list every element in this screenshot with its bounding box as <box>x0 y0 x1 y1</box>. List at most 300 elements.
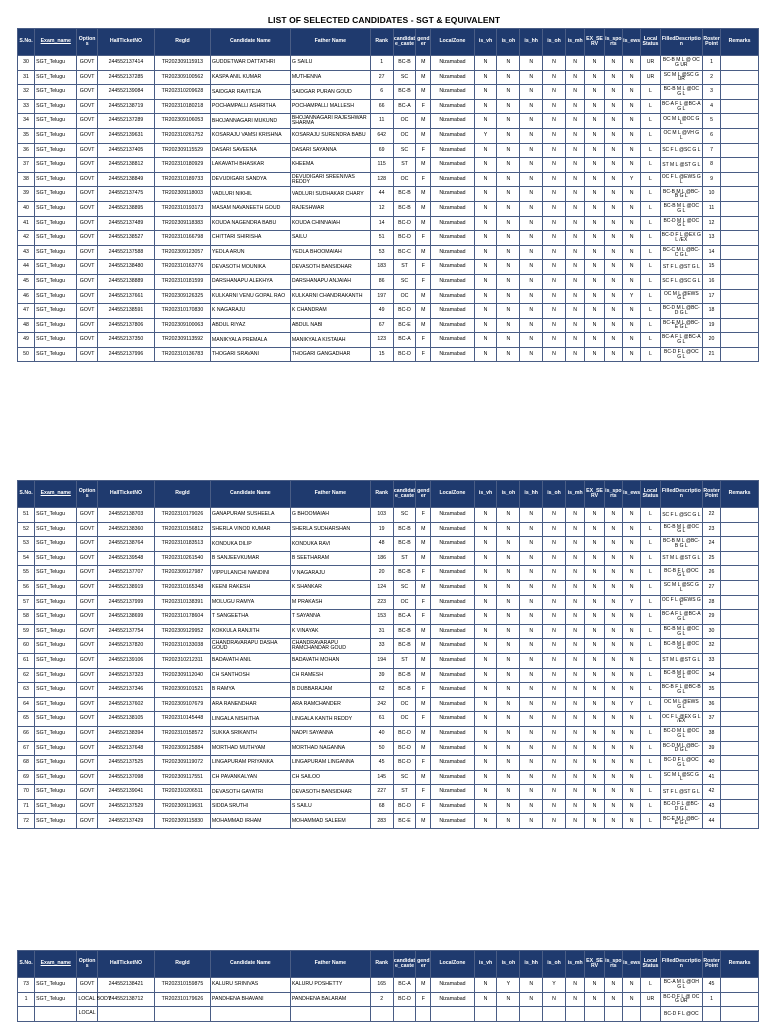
cell-remarks <box>721 201 759 216</box>
cell-father-name: M PRAKASH <box>290 595 370 610</box>
table-row <box>18 99 759 114</box>
cell-candidate-caste: BC-B <box>393 566 416 581</box>
cell-ex-serv: N <box>585 756 604 771</box>
cell-filled-description: SC M L @SC G UR <box>660 70 702 85</box>
cell-ex-serv: N <box>585 85 604 100</box>
cell-is-oh2: N <box>543 566 566 581</box>
cell-candidate-caste: SC <box>393 70 416 85</box>
cell-is-oh2: N <box>543 85 566 100</box>
cell-father-name: K VINAYAK <box>290 624 370 639</box>
cell-sno: 36 <box>18 143 35 158</box>
table-row <box>18 158 759 173</box>
table-row <box>18 128 759 143</box>
cell-local-status: L <box>641 201 660 216</box>
cell-local-status <box>641 1007 660 1022</box>
cell-options: GOVT <box>77 814 98 829</box>
cell-gender: M <box>416 741 431 756</box>
cell-is-ews: N <box>623 508 641 523</box>
cell-local-zone: Nizamabad <box>431 172 474 187</box>
cell-candidate-caste: BC-D <box>393 216 416 231</box>
cell-gender: M <box>416 668 431 683</box>
cell-remarks <box>721 114 759 129</box>
cell-rank: 49 <box>370 304 393 319</box>
cell-is-oh: N <box>497 712 520 727</box>
cell-is-sports: N <box>604 668 622 683</box>
cell-is-hh: N <box>520 799 543 814</box>
cell-filled-description: BC-B M L @ OC G UR <box>660 56 702 71</box>
cell-is-sports: N <box>604 158 622 173</box>
cell-hallticket: 244552137602 <box>97 697 154 712</box>
cell-exam-name: SGT_Telugu <box>35 187 77 202</box>
cell-remarks <box>721 143 759 158</box>
cell-exam-name: SGT_Telugu <box>35 245 77 260</box>
cell-sno: 35 <box>18 128 35 143</box>
cell-local-status: L <box>641 978 660 993</box>
cell-father-name: B SEETHARAM <box>290 551 370 566</box>
cell-candidate-caste: BC-D <box>393 726 416 741</box>
cell-is-vh: N <box>474 201 497 216</box>
cell-is-ews: N <box>623 668 641 683</box>
cell-father-name: PANDHENA BALARAM <box>290 992 370 1007</box>
cell-rank: 51 <box>370 231 393 246</box>
cell-is-mh: N <box>565 624 584 639</box>
cell-sno: 41 <box>18 216 35 231</box>
cell-hallticket: 244552138527 <box>97 231 154 246</box>
cell-is-vh: N <box>474 318 497 333</box>
cell-options: GOVT <box>77 770 98 785</box>
cell-ex-serv: N <box>585 978 604 993</box>
column-header-rank <box>370 481 393 508</box>
cell-filled-description: BC-B M L @OC G L <box>660 85 702 100</box>
cell-is-vh: N <box>474 595 497 610</box>
cell-local-zone: Nizamabad <box>431 85 474 100</box>
cell-candidate-name: KEENI RAKESH <box>210 580 290 595</box>
cell-is-vh: N <box>474 799 497 814</box>
cell-filled-description: BC-A F L @BC-A G L <box>660 99 702 114</box>
cell-filled-description: BC-D F L @OC G L <box>660 756 702 771</box>
cell-is-oh: N <box>497 289 520 304</box>
cell-gender: F <box>416 566 431 581</box>
column-header-label: HallTicketNO <box>109 490 143 497</box>
column-header-filled-description <box>660 951 702 978</box>
cell-ex-serv: N <box>585 785 604 800</box>
cell-rank: 145 <box>370 770 393 785</box>
cell-is-vh: N <box>474 231 497 246</box>
cell-hallticket: 244552137289 <box>97 114 154 129</box>
cell-is-ews: N <box>623 785 641 800</box>
cell-regid <box>154 1007 210 1022</box>
cell-regid: TR202310179026 <box>154 508 210 523</box>
cell-is-oh2: N <box>543 318 566 333</box>
cell-sno: 70 <box>18 785 35 800</box>
cell-filled-description: BC-B F L @OC G L <box>660 566 702 581</box>
cell-options: GOVT <box>77 128 98 143</box>
cell-is-mh: N <box>565 653 584 668</box>
cell-is-sports: N <box>604 537 622 552</box>
cell-is-oh: N <box>497 610 520 625</box>
cell-candidate-caste: BC-A <box>393 978 416 993</box>
cell-remarks <box>721 216 759 231</box>
cell-candidate-caste: ST <box>393 158 416 173</box>
cell-remarks <box>721 566 759 581</box>
table-row <box>18 697 759 712</box>
cell-exam-name: SGT_Telugu <box>35 522 77 537</box>
cell-is-vh: N <box>474 304 497 319</box>
cell-father-name: RAJESHWAR <box>290 201 370 216</box>
cell-ex-serv: N <box>585 610 604 625</box>
cell-is-sports: N <box>604 318 622 333</box>
cell-gender: M <box>416 580 431 595</box>
cell-is-vh: N <box>474 697 497 712</box>
cell-is-mh: N <box>565 639 584 654</box>
cell-roster-point: 38 <box>702 726 720 741</box>
cell-gender: M <box>416 770 431 785</box>
cell-is-oh: N <box>497 274 520 289</box>
cell-ex-serv: N <box>585 172 604 187</box>
cell-hallticket: 244552137414 <box>97 56 154 71</box>
cell-regid: TR202309119631 <box>154 799 210 814</box>
table-header-row <box>18 29 759 56</box>
column-header-label: Candidate Name <box>230 960 271 967</box>
cell-father-name: THOGARI GANGADHAR <box>290 347 370 362</box>
cell-regid: TR202310165348 <box>154 580 210 595</box>
cell-gender: F <box>416 785 431 800</box>
column-header-local-status <box>641 951 660 978</box>
cell-is-hh: N <box>520 741 543 756</box>
column-header-label: gender <box>417 957 430 969</box>
cell-is-sports: N <box>604 99 622 114</box>
cell-gender: M <box>416 522 431 537</box>
cell-candidate-caste: SC <box>393 274 416 289</box>
cell-roster-point: 8 <box>702 158 720 173</box>
column-header-label: gender <box>417 35 430 47</box>
cell-sno <box>18 1007 35 1022</box>
cell-gender <box>416 1007 431 1022</box>
cell-filled-description: OC F L @EWS G L <box>660 172 702 187</box>
cell-hallticket: 244552137346 <box>97 683 154 698</box>
column-header-label: Candidate Name <box>230 38 271 45</box>
cell-is-vh: Y <box>474 128 497 143</box>
column-header-is-hh <box>520 481 543 508</box>
cell-remarks <box>721 99 759 114</box>
cell-rank: 86 <box>370 274 393 289</box>
cell-rank: 153 <box>370 610 393 625</box>
cell-gender: F <box>416 595 431 610</box>
cell-filled-description: BC-D M L @BC-D G L <box>660 304 702 319</box>
cell-exam-name: SGT_Telugu <box>35 726 77 741</box>
cell-father-name: KALURU POSHETTY <box>290 978 370 993</box>
cell-gender: M <box>416 624 431 639</box>
table-row <box>18 274 759 289</box>
cell-is-vh: N <box>474 756 497 771</box>
cell-roster-point: 10 <box>702 187 720 202</box>
cell-is-vh: N <box>474 978 497 993</box>
cell-local-zone: Nizamabad <box>431 741 474 756</box>
cell-hallticket: 244552138764 <box>97 537 154 552</box>
table-row <box>18 201 759 216</box>
cell-is-hh: N <box>520 756 543 771</box>
cell-gender: M <box>416 114 431 129</box>
column-header-label: is_sports <box>605 35 622 47</box>
cell-is-oh2: N <box>543 770 566 785</box>
cell-remarks <box>721 56 759 71</box>
column-header-label: is_vh <box>478 490 493 497</box>
column-header-is-sports <box>604 481 622 508</box>
column-header-is-ews <box>623 29 641 56</box>
cell-options: GOVT <box>77 712 98 727</box>
cell-roster-point: 7 <box>702 143 720 158</box>
cell-is-ews: N <box>623 978 641 993</box>
cell-hallticket: 244552137529 <box>97 799 154 814</box>
cell-local-zone: Nizamabad <box>431 595 474 610</box>
cell-options: GOVT <box>77 683 98 698</box>
cell-options: GOVT <box>77 978 98 993</box>
cell-is-oh2: N <box>543 580 566 595</box>
cell-is-ews: Y <box>623 172 641 187</box>
cell-gender: F <box>416 712 431 727</box>
column-header-gender <box>416 481 431 508</box>
cell-father-name: T SAYANNA <box>290 610 370 625</box>
column-header-regid <box>154 951 210 978</box>
cell-options: GOVT <box>77 172 98 187</box>
cell-regid: TR202309129952 <box>154 624 210 639</box>
cell-options: GOVT <box>77 187 98 202</box>
cell-is-hh: N <box>520 172 543 187</box>
cell-rank: 223 <box>370 595 393 610</box>
cell-father-name: KOSARAJU SURENDRA BABU <box>290 128 370 143</box>
cell-is-oh: N <box>497 814 520 829</box>
cell-candidate-caste: BC-A <box>393 99 416 114</box>
cell-gender: M <box>416 726 431 741</box>
cell-is-hh: N <box>520 260 543 275</box>
cell-remarks <box>721 347 759 362</box>
cell-rank: 61 <box>370 712 393 727</box>
column-header-label: Exam_name <box>40 38 71 45</box>
cell-filled-description: BC-D M L @BC-D G L <box>660 741 702 756</box>
cell-hallticket: 244552138895 <box>97 201 154 216</box>
cell-is-oh2: N <box>543 785 566 800</box>
cell-is-oh: N <box>497 537 520 552</box>
column-header-filled-description <box>660 29 702 56</box>
cell-is-ews: N <box>623 522 641 537</box>
cell-is-oh: N <box>497 56 520 71</box>
cell-hallticket: 244552138812 <box>97 158 154 173</box>
cell-ex-serv: N <box>585 216 604 231</box>
column-header-hallticket <box>97 29 154 56</box>
cell-ex-serv: N <box>585 143 604 158</box>
cell-hallticket: 244552137525 <box>97 756 154 771</box>
cell-is-sports: N <box>604 289 622 304</box>
cell-remarks <box>721 522 759 537</box>
cell-rank: 68 <box>370 799 393 814</box>
column-header-is-mh <box>565 951 584 978</box>
cell-options: GOVT <box>77 245 98 260</box>
column-header-label: LocalZone <box>439 38 466 45</box>
cell-local-zone: Nizamabad <box>431 231 474 246</box>
cell-gender: F <box>416 260 431 275</box>
column-header-candidate-caste <box>393 951 416 978</box>
cell-sno: 56 <box>18 580 35 595</box>
column-header-label: candidate_caste <box>393 35 416 47</box>
cell-candidate-name: KOKKULA RANJITH <box>210 624 290 639</box>
column-header-label: gender <box>417 487 430 499</box>
cell-rank: 11 <box>370 114 393 129</box>
cell-hallticket: 244552138719 <box>97 99 154 114</box>
cell-is-hh: N <box>520 580 543 595</box>
cell-ex-serv: N <box>585 770 604 785</box>
cell-gender: M <box>416 216 431 231</box>
cell-roster-point: 5 <box>702 114 720 129</box>
cell-candidate-name: CH PAVANKALYAN <box>210 770 290 785</box>
cell-options: GOVT <box>77 158 98 173</box>
cell-ex-serv: N <box>585 201 604 216</box>
column-header-ex-serv <box>585 951 604 978</box>
cell-is-mh: N <box>565 143 584 158</box>
table-row <box>18 610 759 625</box>
cell-is-hh: N <box>520 683 543 698</box>
cell-is-ews: N <box>623 580 641 595</box>
cell-options: GOVT <box>77 99 98 114</box>
cell-father-name: BHOJANNAGARI RAJESHWAR SHARMA <box>290 114 370 129</box>
cell-roster-point: 15 <box>702 260 720 275</box>
cell-hallticket: 244552137996 <box>97 347 154 362</box>
column-header-options <box>77 481 98 508</box>
cell-candidate-caste <box>393 1007 416 1022</box>
cell-hallticket: 244552138421 <box>97 978 154 993</box>
cell-remarks <box>721 260 759 275</box>
column-header-label: is_vh <box>478 38 493 45</box>
column-header-remarks <box>721 951 759 978</box>
cell-sno: 61 <box>18 653 35 668</box>
column-header-label: is_mh <box>567 490 583 497</box>
column-header-label: Remarks <box>728 960 751 967</box>
cell-exam-name <box>35 1007 77 1022</box>
cell-exam-name: SGT_Telugu <box>35 289 77 304</box>
column-header-label: Options <box>78 957 96 969</box>
cell-sno: 50 <box>18 347 35 362</box>
cell-is-ews: N <box>623 245 641 260</box>
cell-filled-description: SC F L @SC G L <box>660 508 702 523</box>
cell-rank: 242 <box>370 697 393 712</box>
cell-rank: 53 <box>370 245 393 260</box>
cell-local-zone: Nizamabad <box>431 56 474 71</box>
cell-filled-description: OC F L @EWS G L <box>660 595 702 610</box>
cell-is-mh: N <box>565 697 584 712</box>
cell-is-sports: N <box>604 624 622 639</box>
cell-roster-point: 23 <box>702 522 720 537</box>
cell-is-oh2: N <box>543 304 566 319</box>
cell-roster-point: 30 <box>702 624 720 639</box>
cell-filled-description: ST M L @ST G L <box>660 551 702 566</box>
column-header-options <box>77 951 98 978</box>
cell-ex-serv: N <box>585 245 604 260</box>
cell-is-ews: N <box>623 770 641 785</box>
cell-local-zone: Nizamabad <box>431 624 474 639</box>
cell-regid: TR202310145448 <box>154 712 210 727</box>
column-header-remarks <box>721 481 759 508</box>
cell-candidate-caste: BC-D <box>393 992 416 1007</box>
column-header-label: Rank <box>375 490 389 497</box>
cell-regid: TR202309112040 <box>154 668 210 683</box>
cell-exam-name: SGT_Telugu <box>35 304 77 319</box>
cell-ex-serv: N <box>585 814 604 829</box>
cell-ex-serv <box>585 1007 604 1022</box>
cell-is-hh: N <box>520 245 543 260</box>
cell-candidate-caste: BC-D <box>393 799 416 814</box>
cell-is-sports: N <box>604 978 622 993</box>
column-header-label: S.No. <box>19 960 33 967</box>
cell-is-hh: N <box>520 610 543 625</box>
cell-options: LOCAL BODY <box>77 992 98 1007</box>
cell-candidate-caste: BC-C <box>393 245 416 260</box>
cell-roster-point: 32 <box>702 639 720 654</box>
cell-local-status: L <box>641 624 660 639</box>
cell-candidate-caste: BC-A <box>393 610 416 625</box>
cell-options: GOVT <box>77 697 98 712</box>
cell-gender: M <box>416 814 431 829</box>
cell-is-mh: N <box>565 610 584 625</box>
cell-filled-description: BC-A M L @OH G L <box>660 978 702 993</box>
cell-is-vh: N <box>474 172 497 187</box>
column-header-rank <box>370 951 393 978</box>
cell-candidate-name: MASAM NAVANEETH GOUD <box>210 201 290 216</box>
cell-regid: TR202310178604 <box>154 610 210 625</box>
cell-hallticket: 244552137350 <box>97 333 154 348</box>
table-row <box>18 668 759 683</box>
column-header-label: is_hh <box>524 960 538 967</box>
column-header-regid <box>154 481 210 508</box>
column-header-label: Options <box>78 487 96 499</box>
cell-local-status: L <box>641 333 660 348</box>
cell-regid: TR202310158572 <box>154 726 210 741</box>
cell-exam-name: SGT_Telugu <box>35 201 77 216</box>
cell-sno: 55 <box>18 566 35 581</box>
cell-is-ews: N <box>623 992 641 1007</box>
cell-is-mh: N <box>565 85 584 100</box>
cell-is-oh: N <box>497 201 520 216</box>
cell-rank: 165 <box>370 978 393 993</box>
cell-is-oh: N <box>497 697 520 712</box>
cell-local-status: L <box>641 683 660 698</box>
cell-is-oh2: N <box>543 231 566 246</box>
cell-filled-description: BC-C M L @BC-C G L <box>660 245 702 260</box>
table-row <box>18 289 759 304</box>
column-header-candidate-name <box>210 481 290 508</box>
cell-exam-name: SGT_Telugu <box>35 566 77 581</box>
cell-is-vh: N <box>474 70 497 85</box>
cell-local-status: L <box>641 551 660 566</box>
candidates-table-2 <box>17 480 759 829</box>
column-header-candidate-name <box>210 29 290 56</box>
cell-remarks <box>721 333 759 348</box>
cell-filled-description: OC M L @OC G L <box>660 114 702 129</box>
cell-regid: TR202310180218 <box>154 99 210 114</box>
cell-is-ews: N <box>623 216 641 231</box>
cell-father-name: VADLURI SUDHAKAR CHARY <box>290 187 370 202</box>
cell-is-oh: N <box>497 726 520 741</box>
cell-remarks <box>721 551 759 566</box>
cell-sno: 40 <box>18 201 35 216</box>
cell-is-mh: N <box>565 756 584 771</box>
column-header-is-vh <box>474 481 497 508</box>
cell-candidate-caste: BC-E <box>393 318 416 333</box>
cell-filled-description: BC-B M L @BC-B G L <box>660 537 702 552</box>
cell-is-hh: N <box>520 114 543 129</box>
cell-is-mh: N <box>565 683 584 698</box>
cell-is-sports: N <box>604 128 622 143</box>
cell-candidate-caste: SC <box>393 580 416 595</box>
cell-is-ews: N <box>623 653 641 668</box>
